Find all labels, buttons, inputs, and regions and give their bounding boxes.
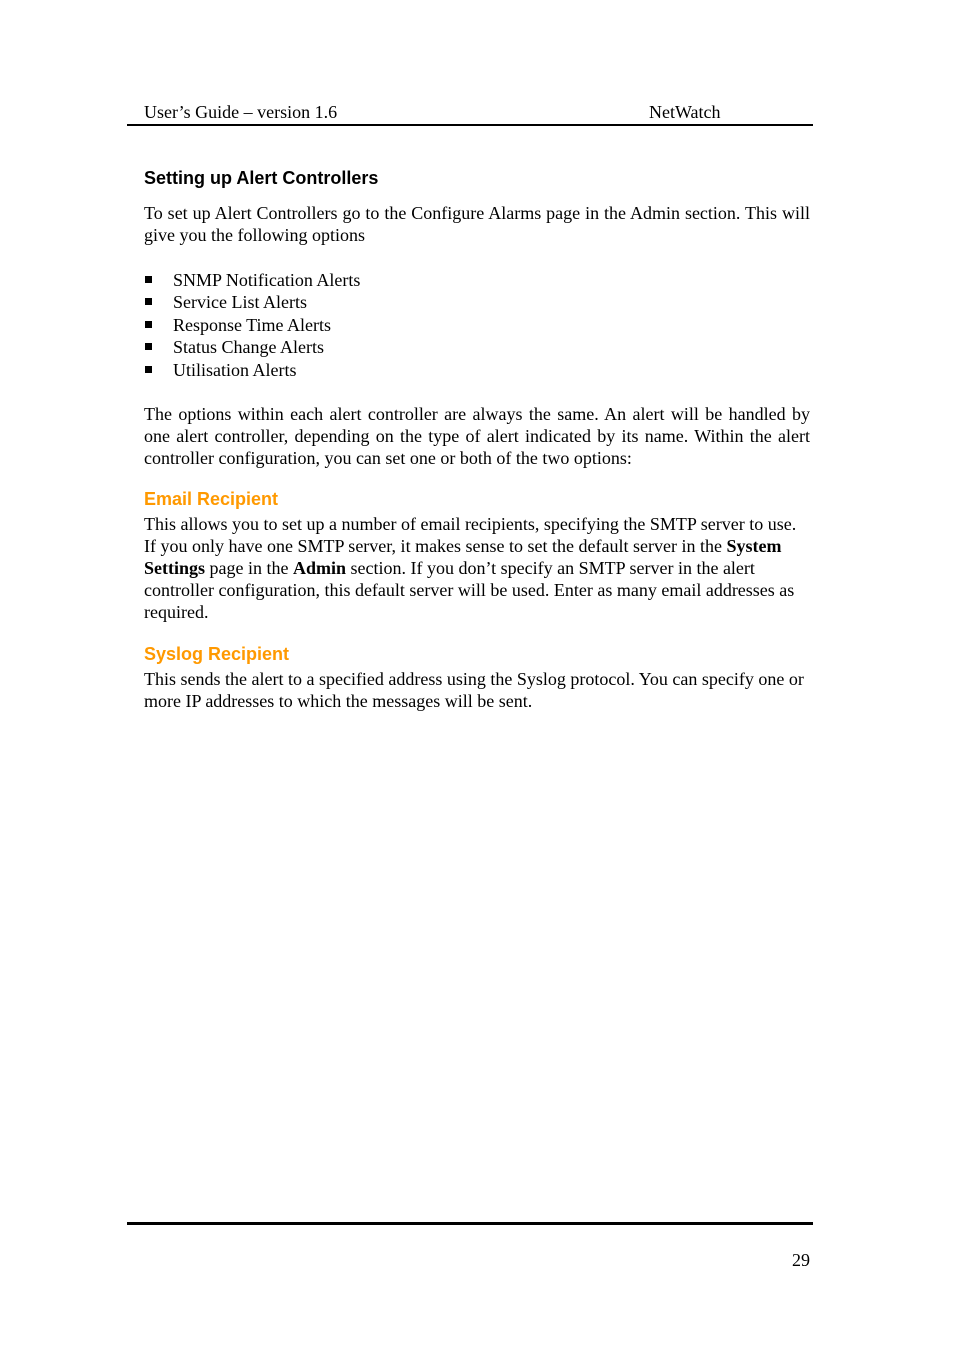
page-content	[144, 165, 810, 712]
list-item-label: Response Time Alerts	[173, 314, 332, 335]
email-recipient-heading: Email Recipient	[144, 489, 279, 510]
options-paragraph: The options within each alert controller are always the same. An alert will be handled by one alert controller, depending on the type of alert indicated by its name. Within the alert controller configuration, you can set one or both of the two options:	[144, 404, 810, 469]
square-bullet-icon	[145, 321, 152, 328]
header-divider	[127, 124, 813, 126]
header-product-name: NetWatch	[649, 102, 721, 122]
email-text-part-3: section. If you don’t specify an SMTP server in the alert controller configuration, this default server will be used. Enter as many email addresses as required.	[144, 558, 795, 623]
list-item	[144, 336, 810, 358]
list-item-label: Utilisation Alerts	[173, 359, 297, 380]
list-item-label: Status Change Alerts	[173, 337, 324, 358]
system-settings-term: System Settings	[144, 536, 782, 579]
footer-divider	[127, 1222, 813, 1225]
list-item	[144, 314, 810, 336]
email-recipient-paragraph	[144, 513, 810, 623]
syslog-recipient-paragraph: This sends the alert to a specified address using the Syslog protocol. You can specify one or more IP addresses to which the messages will be sent.	[144, 669, 804, 712]
admin-term: Admin	[293, 558, 347, 579]
square-bullet-icon	[145, 276, 152, 283]
square-bullet-icon	[145, 343, 152, 350]
syslog-recipient-heading: Syslog Recipient	[144, 644, 290, 665]
list-item-label: SNMP Notification Alerts	[173, 270, 361, 290]
square-bullet-icon	[145, 366, 152, 373]
page-number: 29	[792, 1250, 810, 1270]
list-item	[144, 359, 810, 381]
square-bullet-icon	[145, 298, 152, 305]
list-item-label: Service List Alerts	[173, 292, 307, 313]
alert-options-list	[144, 269, 810, 381]
list-item	[144, 269, 810, 291]
header-doc-title: User’s Guide – version 1.6	[144, 102, 338, 122]
list-item	[144, 291, 810, 313]
intro-paragraph: To set up Alert Controllers go to the Configure Alarms page in the Admin section. This will give you the following options	[144, 203, 810, 245]
email-text-part-1: This allows you to set up a number of email recipients, specifying the SMTP server to use. If you only have one SMTP server, it makes sense to set the default server in the	[144, 514, 797, 557]
section-title: Setting up Alert Controllers	[144, 168, 379, 188]
email-text-part-2: page in the	[205, 558, 293, 579]
